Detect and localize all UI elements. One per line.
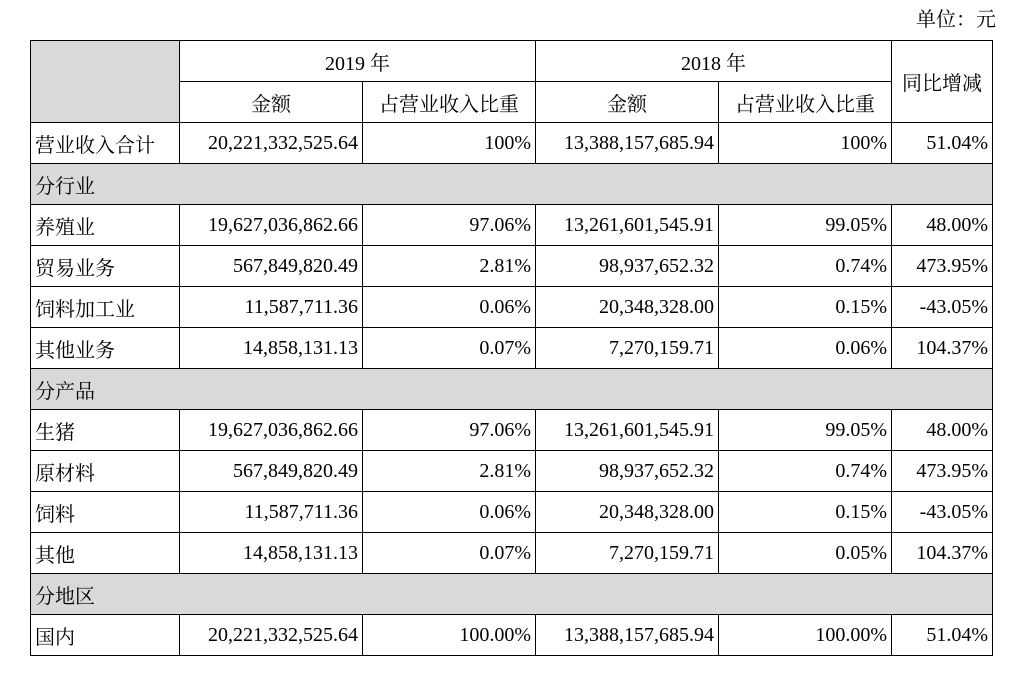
amount-2019-cell: 11,587,711.36: [180, 492, 363, 533]
amount-2019-cell: 19,627,036,862.66: [180, 205, 363, 246]
row-label-cell: 生猪: [31, 410, 180, 451]
amount-2018-cell: 98,937,652.32: [536, 246, 719, 287]
ratio-2018-cell: 99.05%: [719, 205, 892, 246]
row-label-cell: 其他业务: [31, 328, 180, 369]
row-label-cell: 饲料加工业: [31, 287, 180, 328]
header-row-years: [31, 41, 993, 82]
header-year-2019: 2019 年: [180, 41, 536, 82]
row-label-cell: 饲料: [31, 492, 180, 533]
ratio-2018-cell: 0.74%: [719, 451, 892, 492]
yoy-cell: -43.05%: [892, 287, 993, 328]
row-label-cell: 原材料: [31, 451, 180, 492]
amount-2018-cell: 13,388,157,685.94: [536, 615, 719, 656]
amount-2018-cell: 98,937,652.32: [536, 451, 719, 492]
header-year-2018: 2018 年: [536, 41, 892, 82]
yoy-cell: 473.95%: [892, 451, 993, 492]
total-amount-2018: 13,388,157,685.94: [536, 123, 719, 164]
revenue-table: [30, 40, 993, 656]
unit-label: 单位：元: [916, 9, 996, 31]
header-yoy: 同比增减: [892, 41, 993, 123]
section-title: 分地区: [31, 574, 993, 615]
ratio-2018-cell: 0.15%: [719, 287, 892, 328]
ratio-2019-cell: 0.06%: [363, 287, 536, 328]
ratio-2018-cell: 100.00%: [719, 615, 892, 656]
total-ratio-2018: 100%: [719, 123, 892, 164]
total-label: 营业收入合计: [31, 123, 180, 164]
yoy-cell: 104.37%: [892, 328, 993, 369]
section-title: 分产品: [31, 369, 993, 410]
header-ratio-2018: 占营业收入比重: [719, 82, 892, 123]
ratio-2019-cell: 97.06%: [363, 410, 536, 451]
header-amount-2018: 金额: [536, 82, 719, 123]
table-row: [31, 533, 993, 574]
ratio-2019-cell: 2.81%: [363, 451, 536, 492]
yoy-cell: 104.37%: [892, 533, 993, 574]
amount-2019-cell: 11,587,711.36: [180, 287, 363, 328]
amount-2019-cell: 19,627,036,862.66: [180, 410, 363, 451]
table-row: [31, 246, 993, 287]
total-row: [31, 123, 993, 164]
section-title: 分行业: [31, 164, 993, 205]
ratio-2018-cell: 0.06%: [719, 328, 892, 369]
section-header-row: [31, 574, 993, 615]
amount-2018-cell: 20,348,328.00: [536, 287, 719, 328]
table-row: [31, 328, 993, 369]
yoy-cell: -43.05%: [892, 492, 993, 533]
yoy-cell: 48.00%: [892, 410, 993, 451]
amount-2019-cell: 14,858,131.13: [180, 328, 363, 369]
ratio-2019-cell: 97.06%: [363, 205, 536, 246]
amount-2019-cell: 567,849,820.49: [180, 246, 363, 287]
amount-2019-cell: 567,849,820.49: [180, 451, 363, 492]
header-corner-cell: [31, 41, 180, 123]
ratio-2019-cell: 2.81%: [363, 246, 536, 287]
ratio-2019-cell: 0.07%: [363, 533, 536, 574]
yoy-cell: 51.04%: [892, 615, 993, 656]
header-ratio-2019: 占营业收入比重: [363, 82, 536, 123]
ratio-2019-cell: 0.06%: [363, 492, 536, 533]
amount-2019-cell: 20,221,332,525.64: [180, 615, 363, 656]
row-label-cell: 其他: [31, 533, 180, 574]
amount-2018-cell: 7,270,159.71: [536, 533, 719, 574]
ratio-2018-cell: 99.05%: [719, 410, 892, 451]
table-row: [31, 451, 993, 492]
header-amount-2019: 金额: [180, 82, 363, 123]
row-label-cell: 国内: [31, 615, 180, 656]
yoy-cell: 48.00%: [892, 205, 993, 246]
ratio-2018-cell: 0.74%: [719, 246, 892, 287]
section-header-row: [31, 369, 993, 410]
table-row: [31, 205, 993, 246]
ratio-2018-cell: 0.15%: [719, 492, 892, 533]
row-label-cell: 贸易业务: [31, 246, 180, 287]
total-yoy: 51.04%: [892, 123, 993, 164]
row-label-cell: 养殖业: [31, 205, 180, 246]
table-body: [31, 41, 993, 656]
amount-2018-cell: 7,270,159.71: [536, 328, 719, 369]
yoy-cell: 473.95%: [892, 246, 993, 287]
ratio-2018-cell: 0.05%: [719, 533, 892, 574]
amount-2018-cell: 13,261,601,545.91: [536, 205, 719, 246]
table-row: [31, 615, 993, 656]
total-ratio-2019: 100%: [363, 123, 536, 164]
total-amount-2019: 20,221,332,525.64: [180, 123, 363, 164]
table-row: [31, 410, 993, 451]
ratio-2019-cell: 0.07%: [363, 328, 536, 369]
ratio-2019-cell: 100.00%: [363, 615, 536, 656]
section-header-row: [31, 164, 993, 205]
table-row: [31, 287, 993, 328]
amount-2019-cell: 14,858,131.13: [180, 533, 363, 574]
table-row: [31, 492, 993, 533]
amount-2018-cell: 20,348,328.00: [536, 492, 719, 533]
amount-2018-cell: 13,261,601,545.91: [536, 410, 719, 451]
